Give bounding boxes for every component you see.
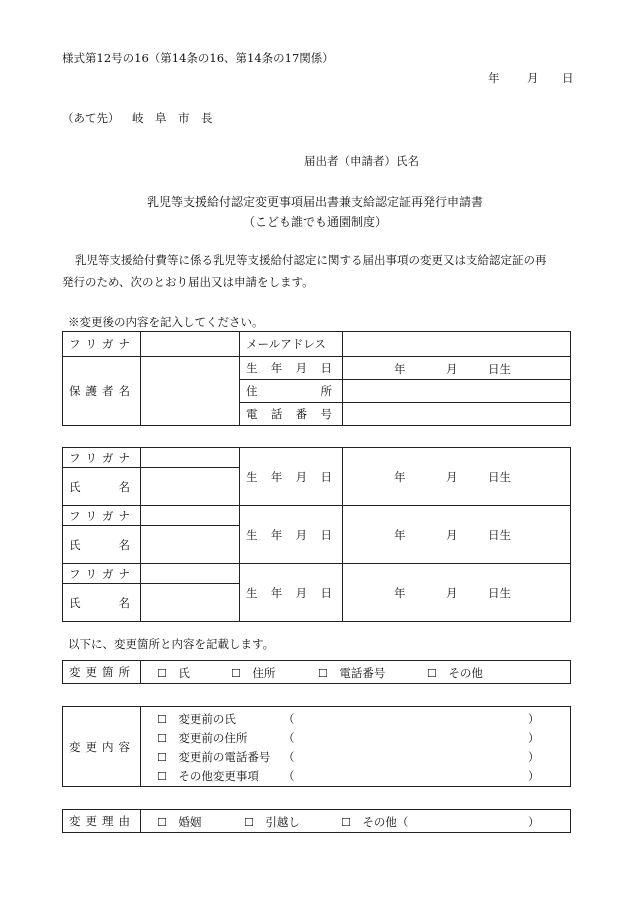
guardian-table [62,331,571,426]
date-day-label: 日 [562,71,574,85]
date-year-label: 年 [488,71,500,85]
child-2-name-label: 氏 名 [63,526,141,564]
changes-intro: 以下に、変更箇所と内容を記載します。 [68,637,275,651]
birth-date-label: 生 年 月 日 [240,357,343,380]
checkbox-icon[interactable]: ☐ [341,816,351,829]
change-content-table [62,706,571,787]
child-3-name-label: 氏 名 [63,584,141,622]
child-1-birth-label: 生 年 月 日 [240,448,343,506]
checkbox-icon[interactable]: ☐ [157,816,167,829]
guardian-furigana-field[interactable] [141,332,240,357]
checkbox-icon[interactable]: ☐ [157,770,167,783]
option-phone[interactable]: ☐ 電話番号 [318,666,386,680]
document-title: 乳児等支援給付認定変更事項届出書兼支給認定証再発行申請書 [146,195,483,209]
child-1-birth-field[interactable]: 年 月 日生 [343,448,571,506]
previous-name-item[interactable]: ☐ 変更前の氏 [157,712,236,726]
address-field[interactable] [343,380,571,403]
checkbox-icon[interactable]: ☐ [157,732,167,745]
child-3-birth-field[interactable]: 年 月 日生 [343,564,571,622]
previous-address-item[interactable]: ☐ 変更前の住所 [157,731,248,745]
guardian-name-field[interactable] [141,357,240,426]
change-location-label: 変 更 箇 所 [63,661,141,684]
child-3-birth-label: 生 年 月 日 [240,564,343,622]
furigana-label: フ リ ガ ナ [63,332,141,357]
reason-other[interactable]: ☐ その他（ [341,815,409,829]
child-1-furigana-field[interactable] [141,448,240,468]
child-1-furigana-label: フ リ ガ ナ [63,448,141,468]
child-2-furigana-field[interactable] [141,506,240,526]
email-label: メールアドレス [240,332,343,357]
change-location-options [141,661,571,684]
child-3-furigana-label: フ リ ガ ナ [63,564,141,584]
reason-marriage[interactable]: ☐ 婚姻 [157,815,202,829]
child-2-birth-field[interactable]: 年 月 日生 [343,506,571,564]
change-reason-label: 変 更 理 由 [63,810,141,833]
change-location-table [62,660,571,684]
document-subtitle: （こども誰でも通園制度） [242,215,387,229]
intro-line-2: 発行のため、次のとおり届出又は申請をします。 [62,275,314,289]
option-other[interactable]: ☐ その他 [427,666,483,680]
reason-moving[interactable]: ☐ 引越し [244,815,300,829]
phone-label: 電 話 番 号 [240,403,343,426]
child-3-name-field[interactable] [141,584,240,622]
email-field[interactable] [343,332,571,357]
applicant-name-label: 届出者（申請者）氏名 [304,154,419,168]
date-month-label: 月 [527,71,539,85]
checkbox-icon[interactable]: ☐ [244,816,254,829]
intro-line-1: 乳児等支援給付費等に係る乳児等支援給付認定に関する届出事項の変更又は支給認定証の再 [75,253,547,267]
other-change-item[interactable]: ☐ その他変更事項 [157,769,259,783]
guardian-name-label: 保 護 者 名 [63,357,141,426]
child-2-name-field[interactable] [141,526,240,564]
child-1-name-label: 氏 名 [63,468,141,506]
change-content-items: ☐ 変更前の氏 （ ） ☐ 変更前の住所 （ ） ☐ 変更前の電話番号 （ ） ☐ その他変更事項 （ ） [141,707,571,787]
checkbox-icon[interactable]: ☐ [318,667,328,680]
previous-phone-item[interactable]: ☐ 変更前の電話番号 [157,750,271,764]
addressee: 岐 阜 市 長 [132,111,213,125]
guardian-birth-date-field[interactable]: 年 月 日生 [343,357,571,380]
instruction-note: ※変更後の内容を記入してください。 [68,315,264,329]
checkbox-icon[interactable]: ☐ [231,667,241,680]
child-3-furigana-field[interactable] [141,564,240,584]
form-number: 様式第12号の16（第14条の16、第14条の17関係） [62,51,334,65]
children-table [62,447,571,622]
child-2-birth-label: 生 年 月 日 [240,506,343,564]
change-content-label: 変 更 内 容 [63,707,141,787]
checkbox-icon[interactable]: ☐ [157,667,167,680]
option-name[interactable]: ☐ 氏 [157,666,190,680]
child-1-name-field[interactable] [141,468,240,506]
addressee-prefix: （あて先） [62,111,120,125]
address-label: 住 所 [240,380,343,403]
checkbox-icon[interactable]: ☐ [157,751,167,764]
checkbox-icon[interactable]: ☐ [157,713,167,726]
checkbox-icon[interactable]: ☐ [427,667,437,680]
change-reason-options: ☐ 婚姻 ☐ 引越し ☐ その他（ ） [141,810,571,833]
change-reason-table [62,809,571,833]
child-2-furigana-label: フ リ ガ ナ [63,506,141,526]
option-address[interactable]: ☐ 住所 [231,666,276,680]
phone-field[interactable] [343,403,571,426]
